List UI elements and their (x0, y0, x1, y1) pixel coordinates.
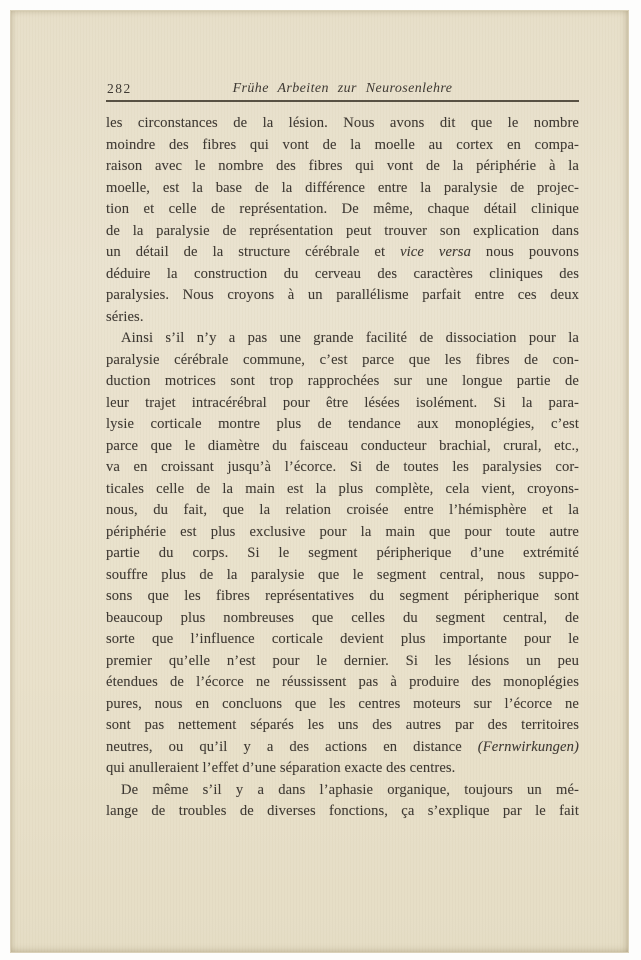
text-segment: moindre des fibres qui vont de la moelle au cortex en compa- (106, 136, 579, 153)
text-line (106, 737, 579, 759)
text-segment: partie du corps. Si le segment péripherique d’une extrémité (106, 545, 579, 561)
text-line (106, 135, 579, 157)
text-segment: sorte que l’influence corticale devient plus importante pour le (106, 631, 579, 647)
text-segment: De même s’il y a dans l’aphasie organique, toujours un mé- (121, 781, 579, 798)
text-segment: moelle, est la base de la différence entre la paralysie de projec- (106, 179, 579, 196)
text-segment: nous pouvons (471, 244, 579, 260)
text-line (106, 371, 579, 393)
text-line (106, 178, 579, 200)
text-line (106, 350, 579, 372)
text-segment: neutres, ou qu’il y a des actions en distance (106, 738, 478, 755)
text-segment: lysie corticale montre plus de tendance aux monoplégies, c’est (106, 416, 579, 432)
text-line (106, 285, 579, 307)
text-segment: duction motrices sont trop rapprochées sur une longue partie de (106, 373, 579, 389)
text-line (106, 264, 579, 286)
text-segment: sont pas nettement séparés les uns des autres par des territoires (106, 717, 579, 733)
text-line (106, 221, 579, 243)
text-line (106, 156, 579, 178)
text-line (106, 586, 579, 608)
running-header (106, 79, 579, 102)
italic-text-segment: (Fernwirkungen) (477, 738, 579, 755)
text-line (106, 608, 579, 630)
text-segment: premier qu’elle n’est pour le dernier. Si les lésions un peu (106, 652, 579, 669)
text-segment: leur trajet intracérébral pour être lésées isolément. Si la para- (106, 394, 579, 411)
text-line (106, 307, 579, 329)
text-line (106, 715, 579, 737)
text-line (106, 457, 579, 479)
text-segment: séries. (106, 308, 144, 325)
text-segment: paralysie cérébrale commune, c’est parce que les fibres de con- (106, 351, 579, 368)
text-line (106, 780, 579, 802)
text-line (106, 199, 579, 221)
text-segment: périphérie est plus exclusive pour la main que pour toute autre (106, 523, 579, 540)
italic-text-segment: vice versa (400, 244, 471, 260)
text-line (106, 629, 579, 651)
text-line (106, 479, 579, 501)
text-segment: tion et celle de représentation. De même, chaque détail clinique (106, 201, 579, 217)
text-line (106, 414, 579, 436)
page-number: 282 (107, 81, 132, 96)
text-line (106, 328, 579, 350)
text-segment: paralysies. Nous croyons à un parallélisme parfait entre ces deux (106, 287, 579, 303)
text-line (106, 393, 579, 415)
text-segment: raison avec le nombre des fibres qui vont de la périphérie à la (106, 158, 579, 174)
page-text (106, 113, 579, 823)
text-line (106, 500, 579, 522)
text-line (106, 436, 579, 458)
text-segment: Ainsi s’il n’y a pas une grande facilité de dissociation pour la (121, 330, 579, 346)
text-segment: beaucoup plus nombreuses que celles du segment central, de (106, 609, 579, 626)
text-line (106, 113, 579, 135)
text-segment: les circonstances de la lésion. Nous avons dit que le nombre (106, 115, 579, 131)
text-segment: de la paralysie de représentation peut trouver son explication dans (106, 222, 579, 239)
text-segment: souffre plus de la paralysie que le segment central, nous suppo- (106, 566, 579, 583)
text-segment: lange de troubles de diverses fonctions, ça s’explique par le fait (106, 803, 579, 819)
text-line (106, 522, 579, 544)
text-segment: étendues de l’écorce ne réussissent pas à produire des monoplégies (106, 674, 579, 690)
text-line (106, 242, 579, 264)
text-segment: parce que le diamètre du faisceau conducteur brachial, crural, etc., (106, 437, 579, 454)
text-segment: ticales celle de la main est la plus complète, cela vient, croyons- (106, 480, 579, 497)
text-line (106, 801, 579, 823)
text-line (106, 651, 579, 673)
text-segment: sons que les fibres représentatives du segment péripherique sont (106, 588, 579, 604)
text-segment: qui anulleraient l’effet d’une séparation exacte des centres. (106, 760, 456, 776)
book-page (10, 10, 629, 953)
text-segment: pures, nous en concluons que les centres moteurs sur l’écorce ne (106, 695, 579, 712)
text-segment: un détail de la structure cérébrale et (106, 244, 401, 260)
running-title: Frühe Arbeiten zur Neurosenlehre (232, 81, 453, 96)
text-line (106, 543, 579, 565)
text-line (106, 758, 579, 780)
text-line (106, 565, 579, 587)
text-segment: va en croissant jusqu’à l’écorce. Si de toutes les paralysies cor- (106, 459, 579, 475)
text-line (106, 672, 579, 694)
text-segment: nous, du fait, que la relation croisée entre l’hémisphère et la (106, 502, 579, 518)
text-segment: déduire la construction du cerveau des caractères cliniques des (106, 265, 579, 282)
text-line (106, 694, 579, 716)
